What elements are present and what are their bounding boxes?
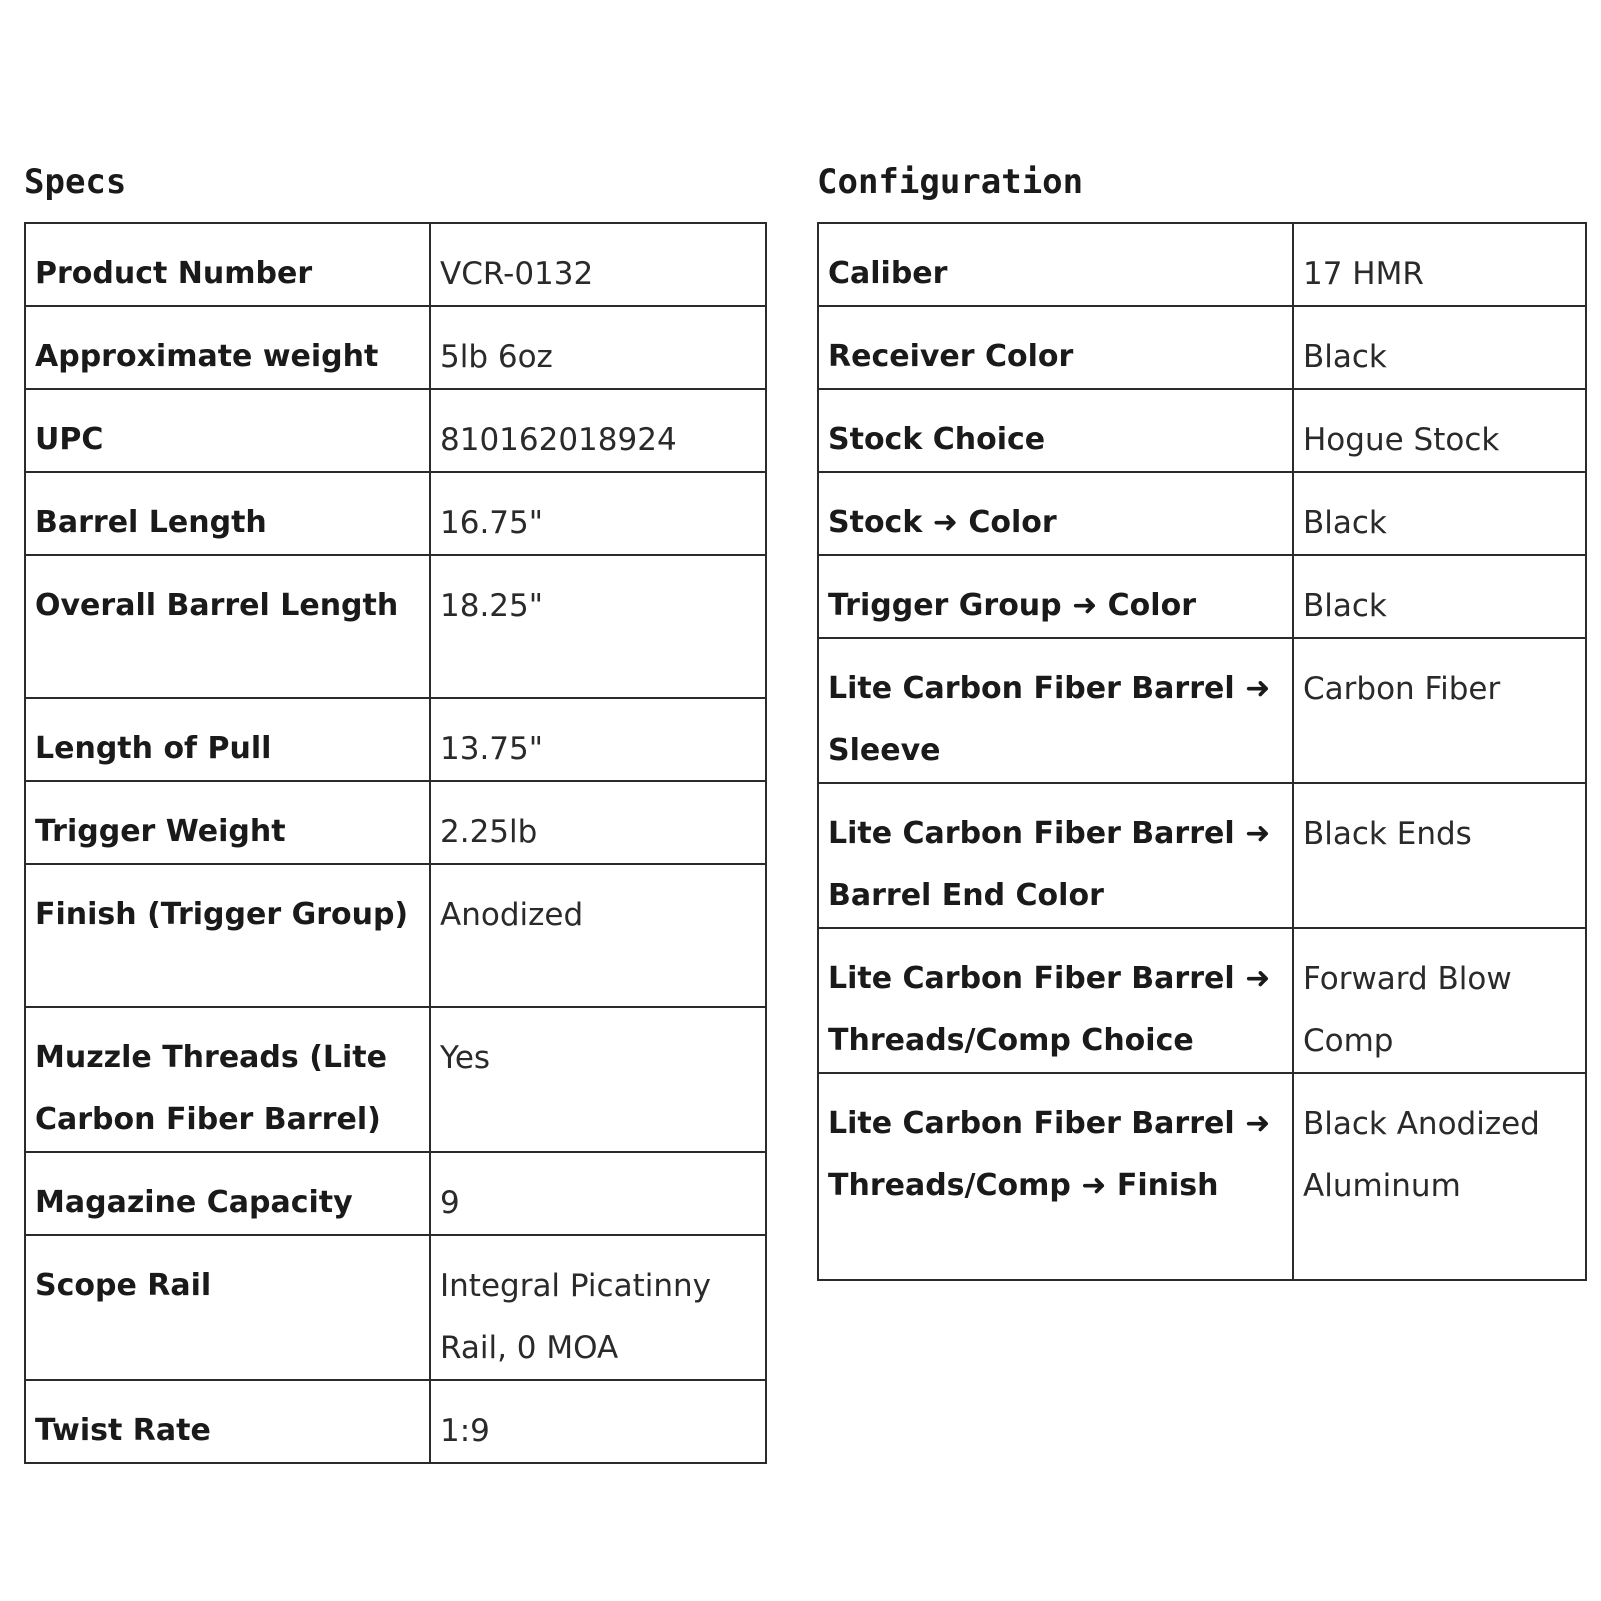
table-row: [25, 472, 766, 555]
table-row: [25, 555, 766, 698]
specs-title: Specs: [24, 162, 127, 202]
table-row: [818, 306, 1586, 389]
table-row: [25, 306, 766, 389]
config-value-stock-choice: Hogue Stock: [1293, 389, 1586, 472]
table-row: [25, 864, 766, 1007]
spec-label-barrel-length: Barrel Length: [25, 472, 430, 555]
config-label-trigger-group-color: Trigger Group ➜ Color: [818, 555, 1293, 638]
spec-label-scope-rail: Scope Rail: [25, 1235, 430, 1380]
table-row: [818, 928, 1586, 1073]
spec-value-twist-rate: 1:9: [430, 1380, 766, 1463]
config-value-barrel-end-color: Black Ends: [1293, 783, 1586, 928]
spec-label-twist-rate: Twist Rate: [25, 1380, 430, 1463]
table-row: [818, 223, 1586, 306]
spec-value-barrel-length: 16.75": [430, 472, 766, 555]
table-row: [25, 389, 766, 472]
spec-label-upc: UPC: [25, 389, 430, 472]
config-value-threads-comp-choice: Forward Blow Comp: [1293, 928, 1586, 1073]
table-row: [25, 1380, 766, 1463]
config-label-threads-comp-choice: Lite Carbon Fiber Barrel ➜ Threads/Comp Choice: [818, 928, 1293, 1073]
table-row: [818, 783, 1586, 928]
table-row: [25, 223, 766, 306]
config-value-trigger-group-color: Black: [1293, 555, 1586, 638]
spec-label-product-number: Product Number: [25, 223, 430, 306]
config-label-barrel-sleeve: Lite Carbon Fiber Barrel ➜ Sleeve: [818, 638, 1293, 783]
specs-table: [24, 222, 767, 1464]
table-row: [818, 555, 1586, 638]
config-value-stock-color: Black: [1293, 472, 1586, 555]
spec-value-muzzle-threads: Yes: [430, 1007, 766, 1152]
config-value-receiver-color: Black: [1293, 306, 1586, 389]
spec-label-length-of-pull: Length of Pull: [25, 698, 430, 781]
table-row: [25, 1007, 766, 1152]
spec-value-scope-rail: Integral Picatinny Rail, 0 MOA: [430, 1235, 766, 1380]
config-label-caliber: Caliber: [818, 223, 1293, 306]
config-label-barrel-end-color: Lite Carbon Fiber Barrel ➜ Barrel End Color: [818, 783, 1293, 928]
table-row: [25, 698, 766, 781]
config-value-threads-comp-finish: Black Anodized Aluminum: [1293, 1073, 1586, 1280]
configuration-table: [817, 222, 1587, 1281]
table-row: [25, 1152, 766, 1235]
table-row: [818, 472, 1586, 555]
configuration-title: Configuration: [817, 162, 1084, 202]
spec-label-finish-trigger-group: Finish (Trigger Group): [25, 864, 430, 1007]
spec-value-magazine-capacity: 9: [430, 1152, 766, 1235]
configuration-section: [817, 162, 1585, 1281]
config-value-caliber: 17 HMR: [1293, 223, 1586, 306]
config-label-stock-color: Stock ➜ Color: [818, 472, 1293, 555]
table-row: [818, 389, 1586, 472]
spec-value-upc: 810162018924: [430, 389, 766, 472]
spec-value-length-of-pull: 13.75": [430, 698, 766, 781]
spec-label-trigger-weight: Trigger Weight: [25, 781, 430, 864]
spec-value-overall-barrel-length: 18.25": [430, 555, 766, 698]
config-label-receiver-color: Receiver Color: [818, 306, 1293, 389]
config-value-barrel-sleeve: Carbon Fiber: [1293, 638, 1586, 783]
table-row: [25, 781, 766, 864]
spec-label-muzzle-threads: Muzzle Threads (Lite Carbon Fiber Barrel): [25, 1007, 430, 1152]
spec-value-product-number: VCR-0132: [430, 223, 766, 306]
spec-label-magazine-capacity: Magazine Capacity: [25, 1152, 430, 1235]
spec-label-overall-barrel-length: Overall Barrel Length: [25, 555, 430, 698]
table-row: [818, 638, 1586, 783]
table-row: [818, 1073, 1586, 1280]
config-label-threads-comp-finish: Lite Carbon Fiber Barrel ➜ Threads/Comp ➜ Finish: [818, 1073, 1293, 1280]
config-label-stock-choice: Stock Choice: [818, 389, 1293, 472]
spec-value-trigger-weight: 2.25lb: [430, 781, 766, 864]
spec-label-approximate-weight: Approximate weight: [25, 306, 430, 389]
spec-value-approximate-weight: 5lb 6oz: [430, 306, 766, 389]
specs-section: [24, 162, 765, 1464]
spec-value-finish-trigger-group: Anodized: [430, 864, 766, 1007]
table-row: [25, 1235, 766, 1380]
